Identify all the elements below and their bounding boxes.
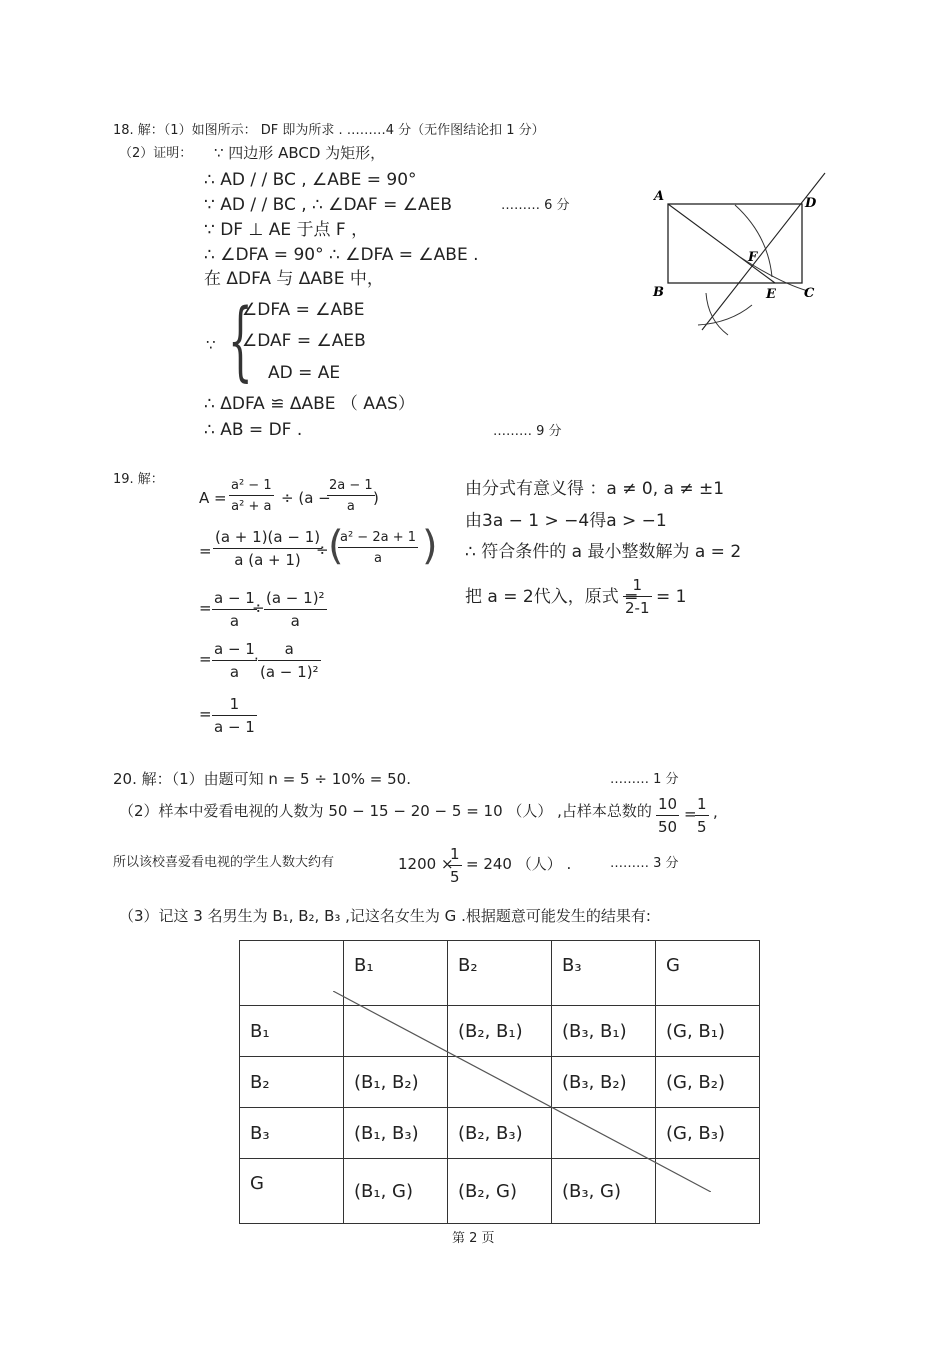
q19-inequality: 由3a − 1 > −4得a > −1 xyxy=(465,511,667,531)
table-diagonal-line xyxy=(333,991,711,1192)
q18-score-6: ……… 6 分 xyxy=(501,198,570,213)
q19-min-integer: ∴ 符合条件的 a 最小整数解为 a = 2 xyxy=(465,542,742,562)
q20-part2: （2）样本中爱看电视的人数为 50 − 15 − 20 − 5 = 10 （人） ,占样本总数的 xyxy=(119,802,652,820)
q20-score-1: ……… 1 分 xyxy=(610,772,679,787)
table-cell: (B₃, B₂) xyxy=(552,1057,656,1108)
q19-fraction-6-num: (a − 1)² xyxy=(266,589,325,607)
construction-arc-4 xyxy=(698,305,752,325)
q19-fraction-8-num: a xyxy=(284,640,294,658)
label-c: C xyxy=(804,286,815,301)
q19-fraction-1 xyxy=(229,479,274,513)
q20-fraction-a xyxy=(656,797,679,835)
q19-eq-3: = xyxy=(199,599,212,617)
table-header-cell: G xyxy=(656,941,760,1006)
q19-fraction-2-num: 2a − 1 xyxy=(329,478,373,493)
q19-result-den: 2-1 xyxy=(623,596,652,616)
q19-a-equals: A = xyxy=(199,489,227,507)
label-a: A xyxy=(654,189,665,204)
q18-system-line-3: AD = AE xyxy=(268,363,341,383)
q19-div-3: ÷ xyxy=(252,599,265,617)
q20-fraction-a-den: 50 xyxy=(656,815,679,835)
q18-congruence: ∴ ΔDFA ≌ ΔABE （ AAS） xyxy=(204,394,415,414)
table-cell: (G, B₂) xyxy=(656,1057,760,1108)
table-header-cell: B₁ xyxy=(344,941,448,1006)
q19-fraction-9 xyxy=(212,697,257,735)
q18-system-line-1: ∠DFA = ∠ABE xyxy=(242,300,365,320)
q20-fraction-b xyxy=(695,797,709,835)
table-cell: (B₂, G) xyxy=(448,1159,552,1224)
table-cell: (B₂, B₃) xyxy=(448,1108,552,1159)
q18-step-2: ∵ AD / / BC , ∴ ∠DAF = ∠AEB xyxy=(204,195,453,215)
q20-estimate-num: 1 xyxy=(450,845,460,863)
q19-fraction-5 xyxy=(212,591,257,629)
q18-step-3: ∵ DF ⊥ AE 于点 F ， xyxy=(204,220,369,240)
label-f: F xyxy=(748,250,758,265)
q19-fraction-1-den: a² + a xyxy=(229,495,274,513)
q19-fraction-6-den: a xyxy=(264,609,327,629)
q18-system-line-2: ∠DAF = ∠AEB xyxy=(242,331,366,351)
table-cell: (B₃, B₁) xyxy=(552,1006,656,1057)
q19-div-2: ÷ xyxy=(316,541,329,559)
q19-fraction-5-num: a − 1 xyxy=(214,589,255,607)
q19-fraction-2-den: a xyxy=(327,495,375,513)
q19-fraction-4 xyxy=(338,531,418,565)
q19-fraction-4-den: a xyxy=(338,547,418,565)
table-header-cell: B₂ xyxy=(448,941,552,1006)
table-cell: (B₁, B₂) xyxy=(344,1057,448,1108)
q20-estimate-fraction xyxy=(448,847,462,885)
q19-header: 19. 解： xyxy=(113,472,164,487)
q18-header: 18. 解：（1）如图所示： DF 即为所求 . ………4 分（无作图结论扣 1 分） xyxy=(113,123,545,138)
q19-paren-right: ) xyxy=(422,523,438,569)
segment-ae xyxy=(668,204,775,283)
page-number: 第 2 页 xyxy=(452,1231,495,1246)
q19-fraction-9-den: a − 1 xyxy=(212,715,257,735)
label-b: B xyxy=(653,285,664,300)
label-e: E xyxy=(766,287,776,302)
q19-paren-left: ( xyxy=(328,523,344,569)
construction-arc-3 xyxy=(706,293,728,335)
q19-fraction-7 xyxy=(212,642,257,680)
q18-rect-premise: ∵ 四边形 ABCD 为矩形， xyxy=(214,144,386,162)
q19-substitute: 把 a = 2代入，原式 = xyxy=(465,587,639,607)
q19-fraction-3-num: (a + 1)(a − 1) xyxy=(215,528,321,546)
q19-fraction-9-num: 1 xyxy=(229,695,240,713)
table-row-label: G xyxy=(240,1159,344,1224)
q19-fraction-2 xyxy=(327,479,375,513)
q18-step-1: ∴ AD / / BC , ∠ABE = 90° xyxy=(204,170,417,190)
q18-geometry-figure xyxy=(640,165,840,345)
table-header-cell xyxy=(240,941,344,1006)
table-row-label: B₃ xyxy=(240,1108,344,1159)
q20-estimate-result: = 240 （人） . xyxy=(466,855,572,873)
q18-conclusion: ∴ AB = DF . xyxy=(204,420,303,440)
q19-fraction-8-den: (a − 1)² xyxy=(258,660,321,680)
q20-part1: 20. 解：（1）由题可知 n = 5 ÷ 10% = 50. xyxy=(113,770,411,788)
q19-div-1: ÷ (a − xyxy=(281,489,331,507)
q19-fraction-7-den: a xyxy=(212,660,257,680)
q18-brace: { xyxy=(228,291,253,391)
q19-fraction-8 xyxy=(258,642,321,680)
q18-score-9: ……… 9 分 xyxy=(493,424,562,439)
q19-fraction-5-den: a xyxy=(212,609,257,629)
q20-fraction-b-num: 1 xyxy=(697,795,707,813)
q20-score-3: ……… 3 分 xyxy=(610,856,679,871)
q19-domain-condition: 由分式有意义得 ：a ≠ 0, a ≠ ±1 xyxy=(465,479,725,499)
q20-part3: （3）记这 3 名男生为 B₁, B₂, B₃ ,记这名女生为 G .根据题意可能发生的结果有: xyxy=(119,907,651,925)
q19-eq-5: = xyxy=(199,705,212,723)
q19-result-fraction xyxy=(623,578,652,616)
q18-system-because: ∵ xyxy=(206,336,216,354)
table-cell: (B₁, B₃) xyxy=(344,1108,448,1159)
q18-step-5: 在 ΔDFA 与 ΔABE 中， xyxy=(204,269,384,289)
q20-fraction-a-num: 10 xyxy=(658,795,678,813)
table-row-label: B₁ xyxy=(240,1006,344,1057)
table-header-cell: B₃ xyxy=(552,941,656,1006)
q18-step-4: ∴ ∠DFA = 90° ∴ ∠DFA = ∠ABE . xyxy=(204,245,479,265)
q19-result-value: = 1 xyxy=(656,587,687,607)
q18-part2-label: （2）证明： xyxy=(119,146,193,161)
q19-result-num: 1 xyxy=(632,576,643,594)
q19-eq-4: = xyxy=(199,650,212,668)
table-cell: (G, B₃) xyxy=(656,1108,760,1159)
rectangle-abcd xyxy=(668,204,802,283)
q19-fraction-6 xyxy=(264,591,327,629)
q19-fraction-3-den: a (a + 1) xyxy=(213,548,322,568)
q19-fraction-3 xyxy=(213,530,322,568)
label-d: D xyxy=(805,196,817,211)
construction-arc-1 xyxy=(735,205,772,277)
q20-comma: , xyxy=(713,803,718,821)
table-cell: (B₃, G) xyxy=(552,1159,656,1224)
table-cell: (B₁, G) xyxy=(344,1159,448,1224)
q20-fraction-b-den: 5 xyxy=(695,815,709,835)
q19-close-paren: ) xyxy=(373,489,379,507)
q19-eq-2: = xyxy=(199,542,212,560)
q19-dot: · xyxy=(254,650,259,668)
q19-fraction-4-num: a² − 2a + 1 xyxy=(340,530,417,545)
table-cell: (B₂, B₁) xyxy=(448,1006,552,1057)
q19-fraction-1-num: a² − 1 xyxy=(231,478,272,493)
q20-estimate-mult: 1200 × xyxy=(398,855,454,873)
q20-estimate-den: 5 xyxy=(448,865,462,885)
table-cell: (G, B₁) xyxy=(656,1006,760,1057)
q20-eq-a: = xyxy=(684,805,697,823)
q20-estimate-text: 所以该校喜爱看电视的学生人数大约有 xyxy=(113,855,335,870)
q19-fraction-7-num: a − 1 xyxy=(214,640,255,658)
table-row-label: B₂ xyxy=(240,1057,344,1108)
